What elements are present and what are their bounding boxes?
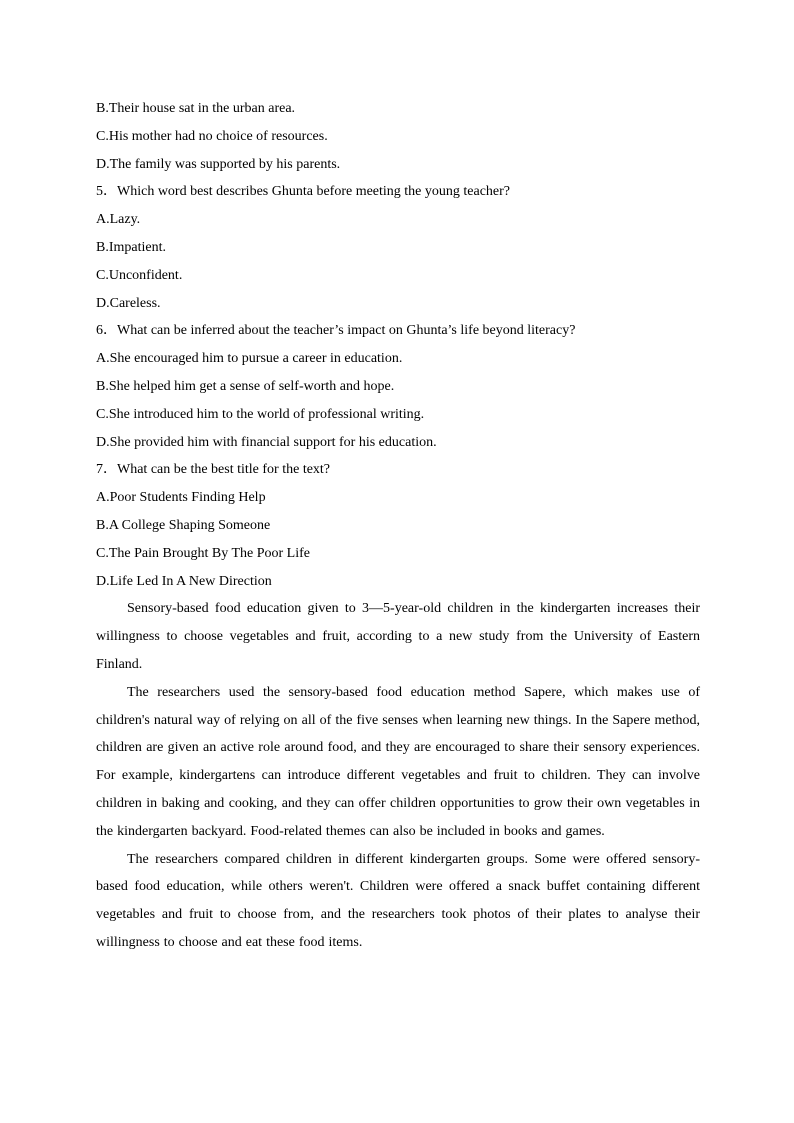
q5-stem: 5．Which word best describes Ghunta before meeting the young teacher? <box>96 184 511 200</box>
q7-option-c: C.The Pain Brought By The Poor Life <box>96 545 310 561</box>
q7-option-d: D.Life Led In A New Direction <box>96 573 272 589</box>
q4-option-d: D.The family was supported by his parents. <box>96 156 341 172</box>
passage-paragraph-1: Sensory-based food education given to 3—5-year-old children in the kindergarten increases their willingness to choose vegetables and fruit, according to a new study from the University of Eastern Finland. <box>96 601 700 672</box>
document-page <box>96 95 700 957</box>
q4-option-c: C.His mother had no choice of resources. <box>96 128 328 144</box>
q6-stem: 6．What can be inferred about the teacher’s impact on Ghunta’s life beyond literacy? <box>96 323 576 339</box>
q5-option-c: C.Unconfident. <box>96 267 183 283</box>
q7-option-b: B.A College Shaping Someone <box>96 517 271 533</box>
q7-option-a: A.Poor Students Finding Help <box>96 490 266 506</box>
q6-option-b: B.She helped him get a sense of self-worth and hope. <box>96 378 395 394</box>
q5-option-d: D.Careless. <box>96 295 161 311</box>
q5-option-a: A.Lazy. <box>96 212 141 228</box>
passage-paragraph-3: The researchers compared children in different kindergarten groups. Some were offered sensory-based food education, while others weren't. Children were offered a snack buffet containing different vegetables and fruit to choose from, and the researchers took photos of their plates to analyse their willingness to choose and eat these food items. <box>96 851 700 950</box>
q7-stem: 7．What can be the best title for the text? <box>96 462 331 478</box>
q6-option-a: A.She encouraged him to pursue a career in education. <box>96 351 403 367</box>
q5-option-b: B.Impatient. <box>96 239 166 255</box>
q6-option-c: C.She introduced him to the world of professional writing. <box>96 406 425 422</box>
q4-option-b: B.Their house sat in the urban area. <box>96 101 296 116</box>
q6-option-d: D.She provided him with financial support for his education. <box>96 434 437 450</box>
passage-paragraph-2: The researchers used the sensory-based food education method Sapere, which makes use of children's natural way of relying on all of the five senses when learning new things. In the Sapere method, children are given an active role around food, and they are encouraged to share their sensory experiences. For example, kindergartens can introduce different vegetables and fruit to children. They can involve children in baking and cooking, and they can offer children opportunities to grow their own vegetables in the kindergarten backyard. Food-related themes can also be included in books and games. <box>96 684 700 839</box>
